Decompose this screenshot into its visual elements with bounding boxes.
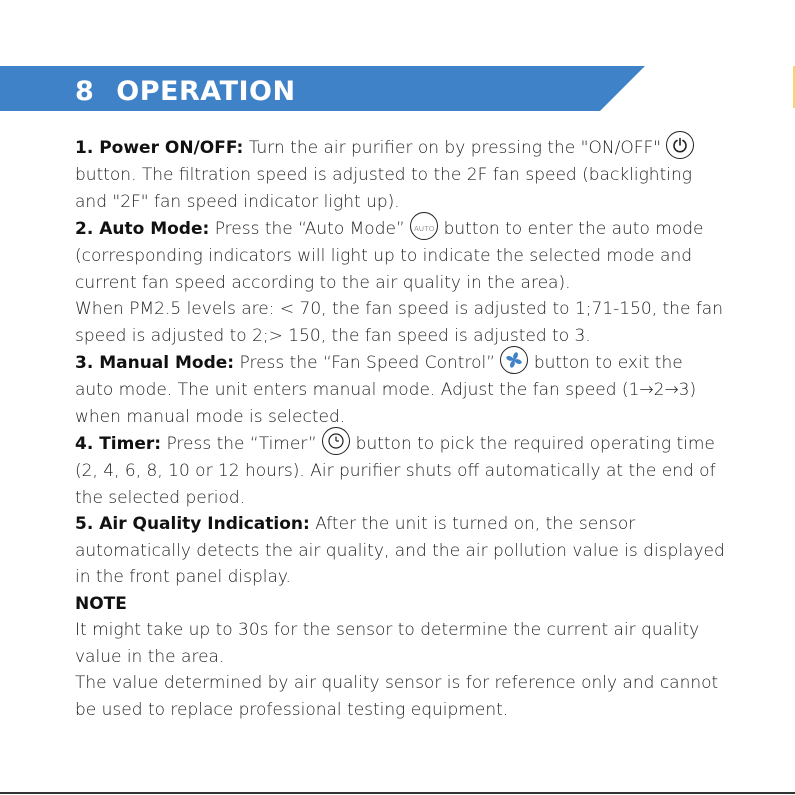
note-line-1: It might take up to 30s for the sensor to determine the current air quality value in the area. [75,620,700,667]
auto-mode-icon [410,212,438,240]
pm-levels-paragraph: When PM2.5 levels are: < 70, the fan speed is adjusted to 1;71-150, the fan speed is adjusted to 2;> 150, the fan speed is adjusted to 3. [75,299,724,346]
power-icon [666,131,694,159]
manual-label: 3. Manual Mode: [75,353,235,373]
air-quality-text: After the unit is turned on, the sensor automatically detects the air quality, and the air pollution value is displayed in the front panel display. [75,514,725,587]
auto-label: 2. Auto Mode: [75,219,210,239]
auto-icon-label: AUTO [413,225,435,233]
air-quality-label: 5. Air Quality Indication: [75,514,310,534]
timer-label: 4. Timer: [75,434,162,454]
note-heading: NOTE [75,593,127,614]
section-title-text: OPERATION [116,76,296,107]
fan-icon [500,346,528,374]
manual-text-b: button to exit the auto mode. The unit enters manual mode. Adjust the fan speed (1→2→3) when manual mode is selected. [75,353,697,427]
power-paragraph [75,134,725,215]
page-bottom-rule [0,792,795,794]
power-label: 1. Power ON/OFF: [75,138,244,158]
power-text-a: Turn the air purifier on by pressing the "ON/OFF" [248,138,662,158]
section-header-banner [0,66,645,111]
operation-instructions [75,134,725,723]
air-quality-paragraph [75,511,725,591]
auto-paragraph [75,215,725,296]
auto-text-b: button to enter the auto mode (corresponding indicators will light up to indicate the selected mode and current fan speed according to the air quality in the area). [75,219,704,293]
note-line-2: The value determined by air quality sensor is for reference only and cannot be used to replace professional testing equipment. [75,673,719,720]
timer-paragraph [75,430,725,511]
auto-text-a: Press the “Auto Mode” [214,219,405,239]
section-number: 8 [75,76,95,107]
timer-icon [322,427,350,455]
power-text-b: button. The filtration speed is adjusted to the 2F fan speed (backlighting and "2F" fan speed indicator light up). [75,165,692,212]
manual-paragraph [75,349,725,430]
timer-text-b: button to pick the required operating time (2, 4, 6, 8, 10 or 12 hours). Air purifier shuts off automatically at the end of the selected period. [75,434,716,508]
timer-text-a: Press the “Timer” [166,434,317,454]
manual-text-a: Press the “Fan Speed Control” [239,353,496,373]
section-title [75,66,296,111]
